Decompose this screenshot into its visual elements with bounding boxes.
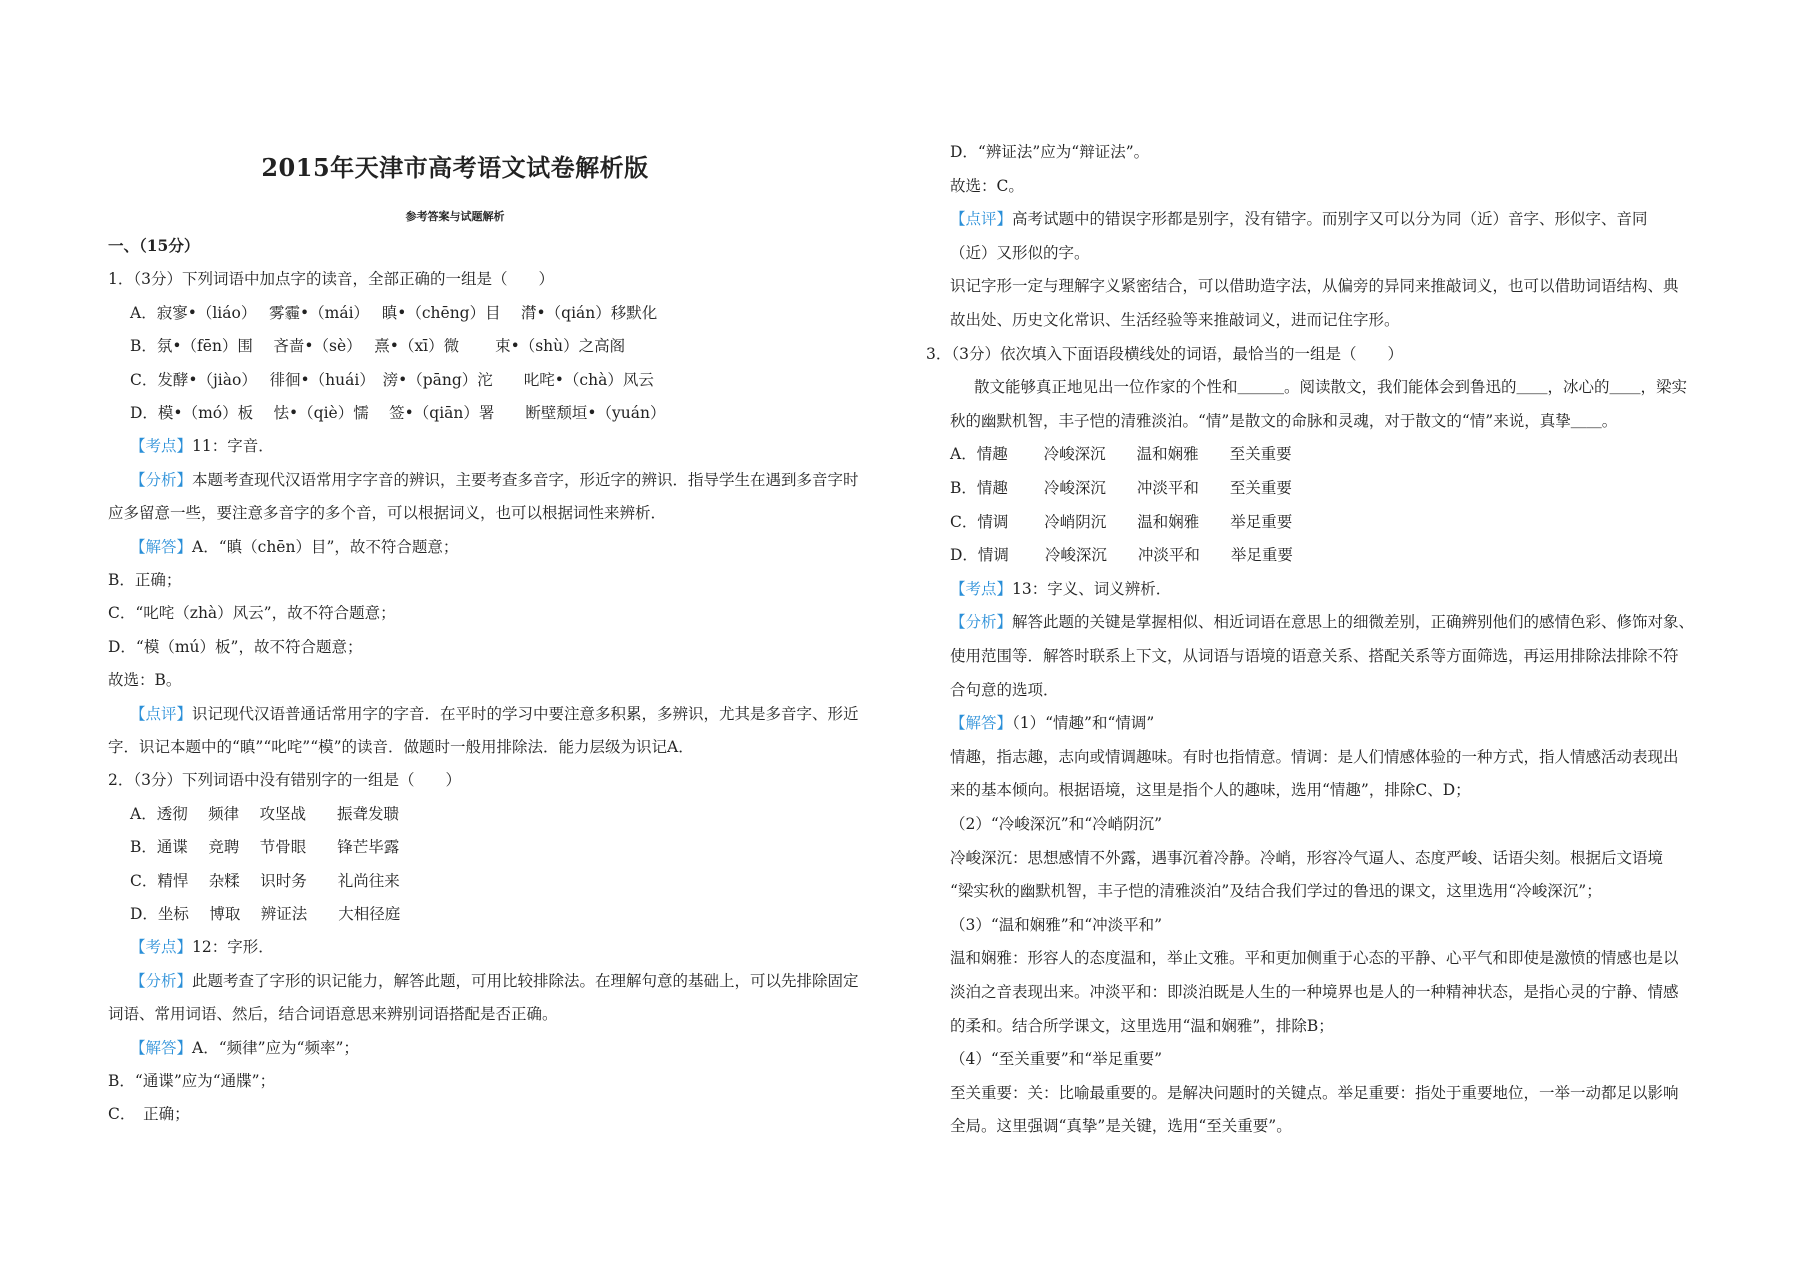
text-line [950, 612, 1694, 632]
line-text: C．情调 冷峭阴沉 温和娴雅 举足重要 [950, 512, 1293, 531]
text-line [950, 512, 1292, 532]
text-line [950, 176, 1024, 196]
line-text: 故选：B。 [108, 671, 182, 690]
text-line [950, 142, 1149, 162]
line-text: 识记现代汉语普通话常用字的字音．在平时的学习中要注意多积累，多辨识，尤其是多音字、形近 [192, 704, 859, 723]
text-line [108, 737, 694, 757]
text-line [950, 680, 1059, 700]
text-line [108, 236, 199, 256]
line-text: 一、（15分） [108, 236, 200, 255]
line-text: 词语、常用词语、然后，结合词语意思来辨别词语搭配是否正确。 [108, 1005, 558, 1024]
text-line [950, 276, 1679, 296]
section-tag: 【分析】 [130, 470, 193, 489]
text-line [130, 837, 399, 857]
line-text: 1．（3分）下列词语中加点字的读音，全部正确的一组是（ ） [108, 270, 554, 289]
line-text: 温和娴雅：形容人的态度温和，举止文雅。平和更加侧重于心态的平静、心平气和即使是激愤的情感也是以 [950, 949, 1679, 968]
text-line [130, 403, 666, 423]
line-text: （近）又形似的字。 [950, 243, 1090, 262]
line-text: 淡泊之音表现出来。冲淡平和：即淡泊既是人生的一种境界也是人的一种精神状态，是指心灵的宁静、情感 [950, 983, 1679, 1001]
text-line [950, 881, 1602, 901]
line-text: B．“通谍”应为“通牒”； [108, 1072, 276, 1090]
text-line [950, 915, 1162, 935]
text-line [130, 1038, 359, 1058]
line-text: 11：字音． [192, 437, 274, 456]
line-text: 应多留意一些，要注意多音字的多个音，可以根据词义，也可以根据词性来辨析． [108, 504, 667, 523]
line-text: A．寂寥•（liáo） 雾霾•（mái） 瞋•（chēng）目 潸•（qián）移默化 [130, 303, 658, 322]
line-text: 字．识记本题中的“瞋”“叱咤”“模”的读音．做题时一般用排除法．能力层级为识记A． [108, 738, 694, 756]
line-text: 使用范围等．解答时联系上下文，从词语与语境的语意关系、搭配关系等方面筛选，再运用排除法排除不符 [950, 647, 1679, 665]
line-text: A．“频律”应为“频率”； [192, 1038, 359, 1057]
text-line [108, 503, 666, 523]
text-line [950, 814, 1162, 834]
line-text: 故出处、历史文化常识、生活经验等来推敲词义，进而记住字形。 [950, 311, 1400, 329]
line-text: B．正确； [108, 571, 182, 589]
text-line [130, 537, 458, 557]
text-line [950, 646, 1679, 666]
line-text: C．发酵•（jiào） 徘徊•（huái） 滂•（pāng）沱 叱咤•（chà）风云 [130, 370, 654, 389]
text-line [130, 370, 654, 390]
text-line [108, 570, 181, 590]
text-line [950, 411, 1617, 431]
text-line [950, 1016, 1334, 1036]
text-line [950, 1049, 1162, 1069]
text-line [950, 747, 1679, 767]
text-line [130, 804, 399, 824]
text-line [950, 579, 1171, 599]
line-text: 识记字形一定与理解字义紧密结合，可以借助造字法，从偏旁的异同来推敲词义，也可以借助词语结构、典 [950, 277, 1679, 296]
line-text: D．“辨证法”应为“辩证法”。 [950, 143, 1150, 161]
text-line [108, 1004, 558, 1024]
line-text: 高考试题中的错误字形都是别字，没有错字。而别字又可以分为同（近）音字、形似字、音同 [1012, 210, 1648, 229]
line-text: （3）“温和娴雅”和“冲淡平和” [950, 915, 1163, 934]
line-text: 全局。这里强调“真挚”是关键，选用“至关重要”。 [950, 1117, 1292, 1136]
line-text: “梁实秋的幽默机智，丰子恺的清雅淡泊”及结合我们学过的鲁迅的课文，这里选用“冷峻深沉”； [950, 882, 1602, 901]
text-line [108, 770, 461, 790]
text-line [950, 848, 1663, 868]
text-line [926, 344, 1403, 364]
line-text: D．坐标 博取 辨证法 大相径庭 [130, 905, 401, 923]
page-subtitle: 参考答案与试题解析 [405, 210, 505, 223]
section-tag: 【解答】 [130, 537, 193, 556]
line-text: D．情调 冷峻深沉 冲淡平和 举足重要 [950, 546, 1293, 565]
text-line [108, 1104, 190, 1124]
section-tag: 【点评】 [950, 210, 1013, 229]
text-line [950, 780, 1471, 800]
line-text: （4）“至关重要”和“举足重要” [950, 1050, 1163, 1069]
line-text: D．“模（mú）板”，故不符合题意； [108, 637, 363, 656]
text-line [108, 269, 554, 289]
line-text: D．模•（mó）板 怯•（qiè）懦 签•（qiān）署 断壁颓垣•（yuán） [130, 404, 666, 422]
text-line [950, 243, 1090, 263]
text-line [950, 1116, 1292, 1136]
text-line [130, 971, 859, 991]
text-line [130, 470, 859, 490]
text-line [130, 904, 400, 924]
line-text: B．氛•（fēn）围 吝啬•（sè） 熹•（xī）微 束•（shù）之高阁 [130, 337, 626, 356]
line-text: A．情趣 冷峻深沉 温和娴雅 至关重要 [950, 445, 1292, 464]
line-text: 此题考查了字形的识记能力，解答此题，可用比较排除法。在理解句意的基础上，可以先排除固定 [192, 971, 859, 990]
text-line [108, 670, 181, 690]
line-text: 冷峻深沉：思想感情不外露，遇事沉着冷静。冷峭，形容冷气逼人、态度严峻、话语尖刻。根据后文语境 [950, 848, 1664, 867]
line-text: （1）“情趣”和“情调” [1012, 714, 1155, 733]
text-line [950, 713, 1154, 733]
section-tag: 【解答】 [950, 714, 1013, 733]
text-line [950, 982, 1679, 1002]
line-text: 12：字形． [192, 938, 274, 957]
text-line [950, 444, 1292, 464]
line-text: 情趣，指志趣，志向或情调趣味。有时也指情意。情调：是人们情感体验的一种方式，指人情感活动表现出 [950, 747, 1679, 766]
text-line [108, 637, 362, 657]
line-text: 来的基本倾向。根据语境，这里是指个人的趣味，选用“情趣”，排除C、D； [950, 781, 1471, 800]
text-line [130, 937, 274, 957]
section-tag: 【分析】 [130, 971, 193, 990]
text-line [950, 310, 1400, 330]
line-text: A．透彻 频律 攻坚战 振聋发聩 [130, 804, 400, 823]
line-text: 故选：C。 [950, 176, 1024, 195]
text-line [950, 209, 1648, 229]
line-text: 合句意的选项． [950, 680, 1059, 699]
text-line [130, 871, 400, 891]
line-text: C．精悍 杂糅 识时务 礼尚往来 [130, 871, 400, 890]
line-text: C． 正确； [108, 1105, 190, 1124]
text-line [130, 704, 859, 724]
text-line [108, 603, 396, 623]
section-tag: 【考点】 [950, 579, 1013, 598]
text-line [130, 303, 657, 323]
text-line [130, 336, 625, 356]
text-line [108, 1071, 275, 1091]
text-line [950, 545, 1293, 565]
text-line [130, 436, 274, 456]
text-line [974, 377, 1687, 397]
line-text: 的柔和。结合所学课文，这里选用“温和娴雅”，排除B； [950, 1016, 1334, 1035]
line-text: （2）“冷峻深沉”和“冷峭阴沉” [950, 815, 1163, 833]
line-text: B．通谍 竞聘 节骨眼 锋芒毕露 [130, 838, 400, 857]
line-text: A．“瞋（chēn）目”，故不符合题意； [192, 537, 459, 556]
section-tag: 【点评】 [130, 704, 193, 723]
section-tag: 【分析】 [950, 613, 1013, 632]
line-text: B．情趣 冷峻深沉 冲淡平和 至关重要 [950, 479, 1292, 497]
line-text: 13：字义、词义辨析． [1012, 579, 1172, 598]
line-text: 解答此题的关键是掌握相似、相近词语在意思上的细微差别，正确辨别他们的感情色彩、修饰对象、 [1012, 613, 1695, 632]
page-title: 2015年天津市高考语文试卷解析版 [261, 153, 649, 182]
section-tag: 【考点】 [130, 938, 193, 957]
line-text: 2．（3分）下列词语中没有错别字的一组是（ ） [108, 771, 461, 790]
text-line [950, 948, 1679, 968]
text-line [950, 478, 1292, 498]
section-tag: 【解答】 [130, 1038, 193, 1057]
line-text: C．“叱咤（zhà）风云”，故不符合题意； [108, 604, 396, 623]
line-text: 至关重要：关：比喻最重要的。是解决问题时的关键点。举足重要：指处于重要地位，一举一动都足以影响 [950, 1083, 1679, 1102]
line-text: 秋的幽默机智，丰子恺的清雅淡泊。“情”是散文的命脉和灵魂，对于散文的“情”来说，真挚＿＿。 [950, 411, 1618, 430]
section-tag: 【考点】 [130, 437, 193, 456]
line-text: 3．（3分）依次填入下面语段横线处的词语，最恰当的一组是（ ） [926, 344, 1403, 363]
text-line [950, 1083, 1679, 1103]
line-text: 本题考查现代汉语常用字字音的辨识，主要考查多音字，形近字的辨识．指导学生在遇到多音字时 [192, 470, 859, 489]
line-text: 散文能够真正地见出一位作家的个性和＿＿＿。阅读散文，我们能体会到鲁迅的＿＿，冰心的＿＿，梁实 [974, 378, 1688, 397]
